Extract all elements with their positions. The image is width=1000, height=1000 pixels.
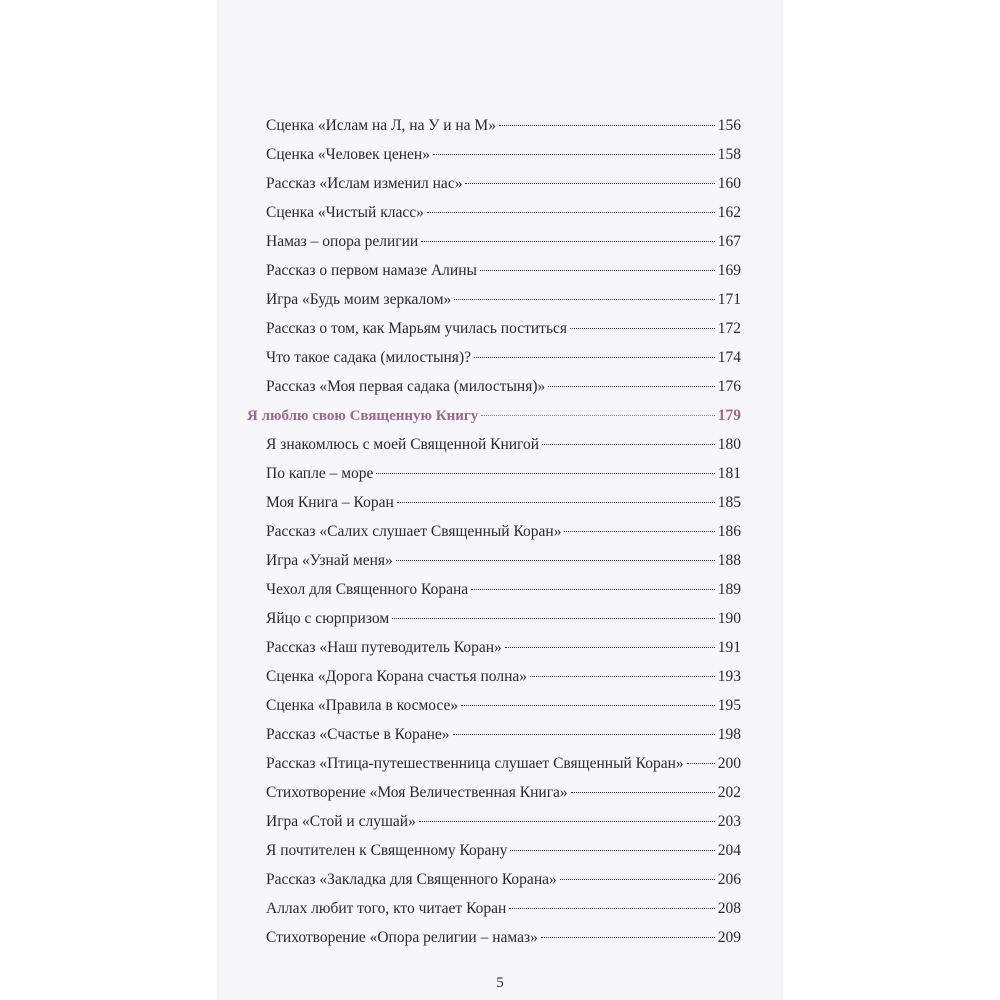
toc-entry-page: 200 [717,755,741,772]
dot-leader [541,937,715,938]
dot-leader [474,357,715,358]
page-number: 5 [496,975,504,991]
toc-entry-page: 156 [717,117,741,134]
toc-entry-page: 179 [717,407,741,424]
toc-entry [218,517,782,546]
toc-entry-page: 160 [717,175,741,192]
toc-entry [218,227,782,256]
toc-entry-title: Рассказ о том, как Марьям училась поститься [266,320,568,337]
toc-entry-title: Рассказ «Моя первая садака (милостыня)» [266,378,546,395]
toc-entry-title: Что такое садака (милостыня)? [266,349,471,366]
toc-entry-page: 195 [717,697,741,714]
toc-entry [218,807,782,836]
toc-entry-page: 167 [717,233,741,250]
toc-entry [218,314,782,343]
toc-entry [218,546,782,575]
toc-entry [218,691,782,720]
toc-entry [218,778,782,807]
toc-entry [218,169,782,198]
toc-entry-page: 176 [717,378,741,395]
toc-entry-title: Сценка «Чистый класс» [266,204,424,221]
dot-leader [465,183,714,184]
dot-leader [453,734,715,735]
dot-leader [376,473,714,474]
toc-entry-page: 169 [717,262,741,279]
toc-entry-page: 202 [717,784,741,801]
toc-entry [218,140,782,169]
toc-entry [218,894,782,923]
toc-entry-page: 209 [717,929,741,946]
table-of-contents [218,111,782,952]
toc-entry-page: 171 [717,291,741,308]
toc-entry-page: 203 [717,813,741,830]
toc-entry-page: 189 [717,581,741,598]
dot-leader [419,821,715,822]
toc-entry [218,633,782,662]
toc-entry-title: Сценка «Ислам на Л, на У и на М» [266,117,496,134]
toc-entry-title: По капле – море [266,465,374,482]
toc-entry-title: Моя Книга – Коран [266,494,394,511]
toc-entry [218,343,782,372]
toc-section-heading [218,401,782,430]
dot-leader [687,763,715,764]
toc-entry-page: 198 [717,726,741,743]
toc-entry [218,256,782,285]
dot-leader [481,415,715,416]
dot-leader [454,299,714,300]
toc-entry [218,923,782,952]
toc-entry-title: Рассказ «Наш путеводитель Коран» [266,639,502,656]
toc-entry-page: 204 [717,842,741,859]
toc-entry-title: Сценка «Дорога Корана счастья полна» [266,668,528,685]
toc-entry-page: 181 [717,465,741,482]
toc-entry-title: Я почтителен к Священному Корану [266,842,508,859]
toc-entry-page: 188 [717,552,741,569]
dot-leader [564,531,714,532]
dot-leader [427,212,715,213]
toc-entry [218,459,782,488]
toc-entry-page: 185 [717,494,741,511]
toc-entry-title: Игра «Узнай меня» [266,552,393,569]
dot-leader [471,589,715,590]
toc-entry-title: Я люблю свою Священную Книгу [247,408,479,424]
dot-leader [571,792,715,793]
toc-entry-title: Я знакомлюсь с моей Священной Книгой [266,436,540,453]
dot-leader [548,386,714,387]
toc-entry-title: Сценка «Человек ценен» [266,146,430,163]
toc-entry-page: 186 [717,523,741,540]
dot-leader [396,560,715,561]
toc-entry-title: Рассказ «Ислам изменил нас» [266,175,463,192]
toc-entry-title: Чехол для Священного Корана [266,581,469,598]
toc-entry-title: Рассказ «Закладка для Священного Корана» [266,871,557,888]
dot-leader [392,618,715,619]
dot-leader [433,154,715,155]
toc-entry-title: Стихотворение «Моя Величественная Книга» [266,784,568,801]
dot-leader [542,444,715,445]
toc-entry-page: 193 [717,668,741,685]
toc-entry [218,575,782,604]
toc-entry [218,430,782,459]
toc-entry-title: Игра «Будь моим зеркалом» [266,291,452,308]
dot-leader [570,328,715,329]
toc-entry-page: 180 [717,436,741,453]
toc-entry-title: Яйцо с сюрпризом [266,610,390,627]
toc-entry-title: Рассказ «Птица-путешественница слушает Священный Коран» [266,755,684,772]
toc-entry-page: 162 [717,204,741,221]
toc-entry [218,749,782,778]
toc-entry-page: 208 [717,900,741,917]
dot-leader [505,647,715,648]
toc-entry-title: Игра «Стой и слушай» [266,813,416,830]
toc-entry-page: 206 [717,871,741,888]
book-page [218,0,782,1000]
toc-entry [218,604,782,633]
toc-entry [218,488,782,517]
toc-entry-page: 158 [717,146,741,163]
toc-entry [218,662,782,691]
toc-entry-page: 190 [717,610,741,627]
toc-entry-title: Намаз – опора религии [266,233,419,250]
dot-leader [499,125,715,126]
toc-entry [218,836,782,865]
toc-entry [218,111,782,140]
toc-entry [218,372,782,401]
toc-entry-title: Рассказ «Счастье в Коране» [266,726,450,743]
toc-entry-title: Аллах любит того, кто читает Коран [266,900,507,917]
toc-entry-title: Сценка «Правила в космосе» [266,697,459,714]
dot-leader [510,850,714,851]
toc-entry-page: 191 [717,639,741,656]
toc-entry-title: Рассказ о первом намазе Алины [266,262,477,279]
dot-leader [560,879,715,880]
dot-leader [509,908,714,909]
toc-entry [218,285,782,314]
toc-entry-title: Рассказ «Салих слушает Священный Коран» [266,523,562,540]
toc-entry-page: 172 [717,320,741,337]
dot-leader [421,241,715,242]
toc-entry [218,198,782,227]
dot-leader [530,676,715,677]
toc-entry [218,720,782,749]
toc-entry-title: Стихотворение «Опора религии – намаз» [266,929,538,946]
dot-leader [480,270,715,271]
toc-entry-page: 174 [717,349,741,366]
toc-entry [218,865,782,894]
dot-leader [397,502,715,503]
dot-leader [461,705,715,706]
